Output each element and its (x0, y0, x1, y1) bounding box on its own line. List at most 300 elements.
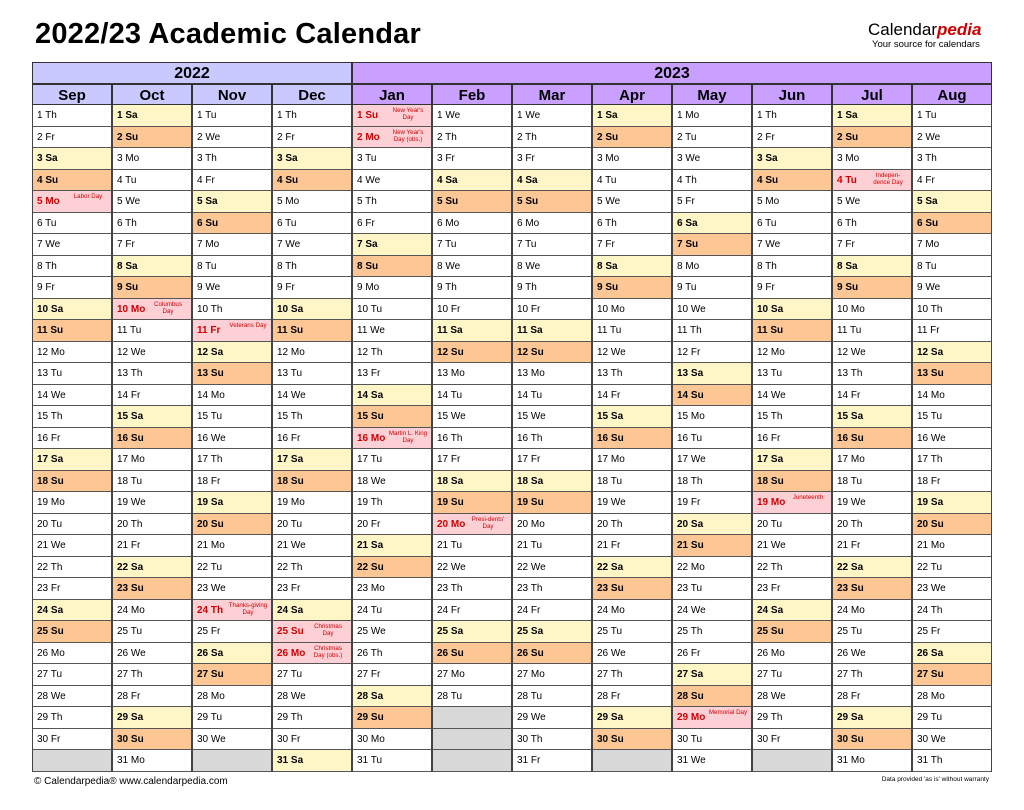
day-cell-apr-14: 14 Fr (592, 385, 672, 407)
day-cell-may-19: 19 Fr (672, 492, 752, 514)
day-cell-may-18: 18 Th (672, 471, 752, 493)
day-cell-mar-1: 1 We (512, 105, 592, 127)
day-cell-nov-17: 17 Th (192, 449, 272, 471)
day-cell-jul-21: 21 Fr (832, 535, 912, 557)
day-cell-may-4: 4 Th (672, 170, 752, 192)
day-cell-jun-7: 7 We (752, 234, 832, 256)
day-cell-nov-24: 24 Th Thanks-giving Day (192, 600, 272, 622)
day-cell-may-21: 21 Su (672, 535, 752, 557)
day-cell-aug-23: 23 We (912, 578, 992, 600)
day-cell-oct-18: 18 Tu (112, 471, 192, 493)
day-cell-may-5: 5 Fr (672, 191, 752, 213)
day-cell-sep-28: 28 We (32, 686, 112, 708)
day-cell-nov-9: 9 We (192, 277, 272, 299)
day-cell-jun-26: 26 Mo (752, 643, 832, 665)
day-cell-sep-27: 27 Tu (32, 664, 112, 686)
day-cell-apr-17: 17 Mo (592, 449, 672, 471)
day-cell-sep-22: 22 Th (32, 557, 112, 579)
day-cell-sep-14: 14 We (32, 385, 112, 407)
day-cell-sep-6: 6 Tu (32, 213, 112, 235)
day-cell-may-8: 8 Mo (672, 256, 752, 278)
day-cell-oct-22: 22 Sa (112, 557, 192, 579)
day-cell-sep-21: 21 We (32, 535, 112, 557)
day-cell-jun-19: 19 Mo Juneteenth (752, 492, 832, 514)
day-cell-feb-16: 16 Th (432, 428, 512, 450)
day-cell-mar-4: 4 Sa (512, 170, 592, 192)
day-cell-jul-2: 2 Su (832, 127, 912, 149)
day-cell-jan-20: 20 Fr (352, 514, 432, 536)
holiday-label: New Year's Day (392, 107, 424, 121)
day-cell-dec-23: 23 Fr (272, 578, 352, 600)
day-cell-mar-23: 23 Th (512, 578, 592, 600)
day-cell-sep-26: 26 Mo (32, 643, 112, 665)
footer-copyright: © Calendarpedia® www.calendarpedia.com (34, 776, 228, 787)
day-cell-nov-12: 12 Sa (192, 342, 272, 364)
day-cell-mar-5: 5 Su (512, 191, 592, 213)
empty-cell (752, 750, 832, 772)
day-cell-nov-18: 18 Fr (192, 471, 272, 493)
day-cell-dec-11: 11 Su (272, 320, 352, 342)
day-cell-aug-15: 15 Tu (912, 406, 992, 428)
day-cell-apr-15: 15 Sa (592, 406, 672, 428)
day-cell-jul-24: 24 Mo (832, 600, 912, 622)
day-cell-aug-4: 4 Fr (912, 170, 992, 192)
footer-disclaimer: Data provided 'as is' without warranty (881, 776, 989, 783)
day-cell-jun-11: 11 Su (752, 320, 832, 342)
day-cell-mar-10: 10 Fr (512, 299, 592, 321)
day-cell-mar-24: 24 Fr (512, 600, 592, 622)
day-cell-jun-4: 4 Su (752, 170, 832, 192)
day-cell-feb-25: 25 Sa (432, 621, 512, 643)
day-cell-dec-5: 5 Mo (272, 191, 352, 213)
day-cell-apr-25: 25 Tu (592, 621, 672, 643)
day-cell-oct-8: 8 Sa (112, 256, 192, 278)
day-cell-nov-2: 2 We (192, 127, 272, 149)
day-cell-jan-11: 11 We (352, 320, 432, 342)
day-cell-jun-28: 28 We (752, 686, 832, 708)
day-cell-may-2: 2 Tu (672, 127, 752, 149)
day-cell-apr-26: 26 We (592, 643, 672, 665)
day-cell-jul-3: 3 Mo (832, 148, 912, 170)
day-cell-aug-2: 2 We (912, 127, 992, 149)
day-cell-mar-11: 11 Sa (512, 320, 592, 342)
year-header-2022: 2022 (32, 62, 352, 84)
day-cell-may-1: 1 Mo (672, 105, 752, 127)
day-cell-jul-10: 10 Mo (832, 299, 912, 321)
day-cell-aug-19: 19 Sa (912, 492, 992, 514)
month-header-mar: Mar (512, 84, 592, 105)
day-cell-aug-7: 7 Mo (912, 234, 992, 256)
day-cell-dec-1: 1 Th (272, 105, 352, 127)
day-cell-may-28: 28 Su (672, 686, 752, 708)
day-cell-feb-11: 11 Sa (432, 320, 512, 342)
day-cell-feb-21: 21 Tu (432, 535, 512, 557)
day-cell-jul-25: 25 Tu (832, 621, 912, 643)
day-cell-apr-3: 3 Mo (592, 148, 672, 170)
day-cell-sep-30: 30 Fr (32, 729, 112, 751)
day-cell-aug-13: 13 Su (912, 363, 992, 385)
day-cell-mar-28: 28 Tu (512, 686, 592, 708)
day-cell-jun-18: 18 Su (752, 471, 832, 493)
day-cell-jan-27: 27 Fr (352, 664, 432, 686)
day-cell-aug-16: 16 We (912, 428, 992, 450)
day-cell-sep-20: 20 Tu (32, 514, 112, 536)
day-cell-jan-22: 22 Su (352, 557, 432, 579)
empty-cell (32, 750, 112, 772)
day-cell-jan-9: 9 Mo (352, 277, 432, 299)
day-cell-jun-2: 2 Fr (752, 127, 832, 149)
day-cell-jan-1: 1 Su New Year's Day (352, 105, 432, 127)
day-cell-sep-19: 19 Mo (32, 492, 112, 514)
day-cell-aug-29: 29 Tu (912, 707, 992, 729)
day-cell-jul-16: 16 Su (832, 428, 912, 450)
day-cell-jan-13: 13 Fr (352, 363, 432, 385)
day-cell-mar-3: 3 Fr (512, 148, 592, 170)
day-cell-may-30: 30 Tu (672, 729, 752, 751)
day-cell-dec-25: 25 Su Christmas Day (272, 621, 352, 643)
day-cell-jan-4: 4 We (352, 170, 432, 192)
day-cell-nov-20: 20 Su (192, 514, 272, 536)
day-cell-jul-28: 28 Fr (832, 686, 912, 708)
day-cell-jan-30: 30 Mo (352, 729, 432, 751)
day-cell-dec-30: 30 Fr (272, 729, 352, 751)
empty-cell (592, 750, 672, 772)
day-cell-jul-27: 27 Th (832, 664, 912, 686)
day-cell-jun-23: 23 Fr (752, 578, 832, 600)
day-cell-sep-5: 5 Mo Labor Day (32, 191, 112, 213)
day-cell-apr-30: 30 Su (592, 729, 672, 751)
day-cell-mar-12: 12 Su (512, 342, 592, 364)
day-cell-jan-7: 7 Sa (352, 234, 432, 256)
day-cell-aug-30: 30 We (912, 729, 992, 751)
day-cell-feb-10: 10 Fr (432, 299, 512, 321)
day-cell-mar-7: 7 Tu (512, 234, 592, 256)
day-cell-oct-4: 4 Tu (112, 170, 192, 192)
day-cell-may-22: 22 Mo (672, 557, 752, 579)
day-cell-jul-14: 14 Fr (832, 385, 912, 407)
day-cell-oct-13: 13 Th (112, 363, 192, 385)
day-cell-feb-18: 18 Sa (432, 471, 512, 493)
day-cell-dec-19: 19 Mo (272, 492, 352, 514)
day-cell-oct-3: 3 Mo (112, 148, 192, 170)
day-cell-jan-19: 19 Th (352, 492, 432, 514)
day-cell-dec-20: 20 Tu (272, 514, 352, 536)
month-header-jan: Jan (352, 84, 432, 105)
day-cell-dec-4: 4 Su (272, 170, 352, 192)
day-cell-nov-22: 22 Tu (192, 557, 272, 579)
day-cell-mar-6: 6 Mo (512, 213, 592, 235)
brand-name-plain: Calendar (868, 20, 937, 39)
day-cell-nov-27: 27 Su (192, 664, 272, 686)
day-cell-nov-16: 16 We (192, 428, 272, 450)
day-cell-apr-4: 4 Tu (592, 170, 672, 192)
day-cell-oct-12: 12 We (112, 342, 192, 364)
day-cell-sep-23: 23 Fr (32, 578, 112, 600)
day-cell-sep-25: 25 Su (32, 621, 112, 643)
day-cell-feb-23: 23 Th (432, 578, 512, 600)
day-cell-jul-12: 12 We (832, 342, 912, 364)
day-cell-feb-1: 1 We (432, 105, 512, 127)
day-cell-dec-13: 13 Tu (272, 363, 352, 385)
holiday-label: Veterans Day (229, 322, 267, 329)
day-cell-jun-3: 3 Sa (752, 148, 832, 170)
day-cell-apr-10: 10 Mo (592, 299, 672, 321)
day-cell-jul-23: 23 Su (832, 578, 912, 600)
day-cell-oct-23: 23 Su (112, 578, 192, 600)
day-cell-jun-9: 9 Fr (752, 277, 832, 299)
day-cell-nov-23: 23 We (192, 578, 272, 600)
day-cell-feb-12: 12 Su (432, 342, 512, 364)
day-cell-feb-19: 19 Su (432, 492, 512, 514)
day-cell-may-23: 23 Tu (672, 578, 752, 600)
day-cell-oct-11: 11 Tu (112, 320, 192, 342)
holiday-label: Presi-dents' Day (471, 515, 505, 530)
day-cell-may-10: 10 We (672, 299, 752, 321)
day-cell-jul-5: 5 We (832, 191, 912, 213)
day-cell-nov-28: 28 Mo (192, 686, 272, 708)
day-cell-dec-12: 12 Mo (272, 342, 352, 364)
day-cell-oct-10: 10 Mo Columbus Day (112, 299, 192, 321)
day-cell-aug-24: 24 Th (912, 600, 992, 622)
day-cell-may-27: 27 Sa (672, 664, 752, 686)
day-cell-jul-18: 18 Tu (832, 471, 912, 493)
day-cell-dec-16: 16 Fr (272, 428, 352, 450)
day-cell-apr-7: 7 Fr (592, 234, 672, 256)
day-cell-mar-17: 17 Fr (512, 449, 592, 471)
day-cell-jan-23: 23 Mo (352, 578, 432, 600)
day-cell-feb-3: 3 Fr (432, 148, 512, 170)
day-cell-apr-1: 1 Sa (592, 105, 672, 127)
day-cell-mar-15: 15 We (512, 406, 592, 428)
holiday-label: Martin L. King Day (388, 429, 428, 444)
day-cell-nov-26: 26 Sa (192, 643, 272, 665)
day-cell-sep-8: 8 Th (32, 256, 112, 278)
day-cell-dec-8: 8 Th (272, 256, 352, 278)
day-cell-aug-25: 25 Fr (912, 621, 992, 643)
day-cell-dec-15: 15 Th (272, 406, 352, 428)
day-cell-may-11: 11 Th (672, 320, 752, 342)
day-cell-apr-18: 18 Tu (592, 471, 672, 493)
day-cell-feb-14: 14 Tu (432, 385, 512, 407)
day-cell-jan-17: 17 Tu (352, 449, 432, 471)
day-cell-nov-8: 8 Tu (192, 256, 272, 278)
calendar-grid (32, 62, 992, 773)
day-cell-dec-14: 14 We (272, 385, 352, 407)
day-cell-may-3: 3 We (672, 148, 752, 170)
day-cell-sep-11: 11 Su (32, 320, 112, 342)
day-cell-aug-11: 11 Fr (912, 320, 992, 342)
day-cell-oct-14: 14 Fr (112, 385, 192, 407)
day-cell-sep-9: 9 Fr (32, 277, 112, 299)
day-cell-may-26: 26 Fr (672, 643, 752, 665)
day-cell-nov-4: 4 Fr (192, 170, 272, 192)
day-cell-jul-11: 11 Tu (832, 320, 912, 342)
day-cell-dec-22: 22 Th (272, 557, 352, 579)
day-cell-sep-24: 24 Sa (32, 600, 112, 622)
day-cell-may-14: 14 Su (672, 385, 752, 407)
day-cell-nov-10: 10 Th (192, 299, 272, 321)
day-cell-mar-20: 20 Mo (512, 514, 592, 536)
day-cell-jun-8: 8 Th (752, 256, 832, 278)
day-cell-mar-25: 25 Sa (512, 621, 592, 643)
day-cell-jun-14: 14 We (752, 385, 832, 407)
day-cell-apr-8: 8 Sa (592, 256, 672, 278)
day-cell-apr-13: 13 Th (592, 363, 672, 385)
holiday-label: Christmas Day (314, 623, 342, 637)
day-cell-mar-29: 29 We (512, 707, 592, 729)
day-cell-aug-20: 20 Su (912, 514, 992, 536)
day-cell-sep-7: 7 We (32, 234, 112, 256)
day-cell-jan-2: 2 Mo New Year's Day (obs.) (352, 127, 432, 149)
day-cell-sep-13: 13 Tu (32, 363, 112, 385)
day-cell-oct-30: 30 Su (112, 729, 192, 751)
day-cell-may-13: 13 Sa (672, 363, 752, 385)
month-header-jun: Jun (752, 84, 832, 105)
day-cell-jun-6: 6 Tu (752, 213, 832, 235)
day-cell-apr-21: 21 Fr (592, 535, 672, 557)
day-cell-dec-21: 21 We (272, 535, 352, 557)
day-cell-dec-10: 10 Sa (272, 299, 352, 321)
day-cell-sep-18: 18 Su (32, 471, 112, 493)
day-cell-may-17: 17 We (672, 449, 752, 471)
holiday-label: Christmas Day (obs.) (313, 644, 343, 659)
day-cell-oct-29: 29 Sa (112, 707, 192, 729)
day-cell-oct-28: 28 Fr (112, 686, 192, 708)
day-cell-aug-3: 3 Th (912, 148, 992, 170)
day-cell-jul-30: 30 Su (832, 729, 912, 751)
day-cell-jan-26: 26 Th (352, 643, 432, 665)
day-cell-mar-26: 26 Su (512, 643, 592, 665)
day-cell-apr-24: 24 Mo (592, 600, 672, 622)
day-cell-jul-20: 20 Th (832, 514, 912, 536)
day-cell-jan-29: 29 Su (352, 707, 432, 729)
day-cell-jun-5: 5 Mo (752, 191, 832, 213)
day-cell-jun-21: 21 We (752, 535, 832, 557)
day-cell-jun-13: 13 Tu (752, 363, 832, 385)
day-cell-aug-1: 1 Tu (912, 105, 992, 127)
day-cell-apr-16: 16 Su (592, 428, 672, 450)
day-cell-apr-6: 6 Th (592, 213, 672, 235)
day-cell-oct-25: 25 Tu (112, 621, 192, 643)
day-cell-oct-24: 24 Mo (112, 600, 192, 622)
day-cell-jan-8: 8 Su (352, 256, 432, 278)
day-cell-dec-28: 28 We (272, 686, 352, 708)
day-cell-dec-17: 17 Sa (272, 449, 352, 471)
day-cell-feb-8: 8 We (432, 256, 512, 278)
day-cell-mar-18: 18 Sa (512, 471, 592, 493)
day-cell-aug-17: 17 Th (912, 449, 992, 471)
day-cell-jan-25: 25 We (352, 621, 432, 643)
day-cell-feb-6: 6 Mo (432, 213, 512, 235)
day-cell-nov-21: 21 Mo (192, 535, 272, 557)
day-cell-nov-11: 11 Fr Veterans Day (192, 320, 272, 342)
day-cell-aug-22: 22 Tu (912, 557, 992, 579)
day-cell-jul-9: 9 Su (832, 277, 912, 299)
day-cell-mar-21: 21 Tu (512, 535, 592, 557)
day-cell-nov-3: 3 Th (192, 148, 272, 170)
day-cell-oct-17: 17 Mo (112, 449, 192, 471)
brand-logo[interactable] (868, 20, 981, 40)
day-cell-feb-5: 5 Su (432, 191, 512, 213)
month-header-dec: Dec (272, 84, 352, 105)
day-cell-feb-9: 9 Th (432, 277, 512, 299)
day-cell-mar-19: 19 Su (512, 492, 592, 514)
day-cell-feb-15: 15 We (432, 406, 512, 428)
day-cell-nov-15: 15 Tu (192, 406, 272, 428)
day-cell-jul-7: 7 Fr (832, 234, 912, 256)
day-cell-aug-9: 9 We (912, 277, 992, 299)
day-cell-jun-15: 15 Th (752, 406, 832, 428)
day-cell-jun-30: 30 Fr (752, 729, 832, 751)
day-cell-may-25: 25 Th (672, 621, 752, 643)
day-cell-jul-13: 13 Th (832, 363, 912, 385)
day-cell-aug-10: 10 Th (912, 299, 992, 321)
day-cell-jul-26: 26 We (832, 643, 912, 665)
day-cell-feb-7: 7 Tu (432, 234, 512, 256)
empty-cell (432, 729, 512, 751)
day-cell-jul-15: 15 Sa (832, 406, 912, 428)
day-cell-mar-2: 2 Th (512, 127, 592, 149)
day-cell-mar-27: 27 Mo (512, 664, 592, 686)
day-cell-dec-18: 18 Su (272, 471, 352, 493)
day-cell-sep-10: 10 Sa (32, 299, 112, 321)
brand-tagline: Your source for calendars (872, 39, 980, 50)
day-cell-apr-9: 9 Su (592, 277, 672, 299)
month-header-jul: Jul (832, 84, 912, 105)
day-cell-oct-20: 20 Th (112, 514, 192, 536)
empty-cell (192, 750, 272, 772)
day-cell-jan-14: 14 Sa (352, 385, 432, 407)
day-cell-apr-29: 29 Sa (592, 707, 672, 729)
day-cell-jan-28: 28 Sa (352, 686, 432, 708)
day-cell-oct-26: 26 We (112, 643, 192, 665)
page-title: 2022/23 Academic Calendar (35, 18, 421, 50)
day-cell-feb-13: 13 Mo (432, 363, 512, 385)
day-cell-feb-28: 28 Tu (432, 686, 512, 708)
day-cell-nov-14: 14 Mo (192, 385, 272, 407)
day-cell-mar-9: 9 Th (512, 277, 592, 299)
day-cell-nov-19: 19 Sa (192, 492, 272, 514)
day-cell-sep-16: 16 Fr (32, 428, 112, 450)
year-header-2023: 2023 (352, 62, 992, 84)
day-cell-mar-14: 14 Tu (512, 385, 592, 407)
holiday-label: Juneteenth (792, 494, 824, 501)
day-cell-aug-12: 12 Sa (912, 342, 992, 364)
day-cell-apr-2: 2 Su (592, 127, 672, 149)
day-cell-sep-12: 12 Mo (32, 342, 112, 364)
day-cell-oct-19: 19 We (112, 492, 192, 514)
day-cell-may-16: 16 Tu (672, 428, 752, 450)
day-cell-mar-22: 22 We (512, 557, 592, 579)
day-cell-nov-5: 5 Sa (192, 191, 272, 213)
day-cell-may-24: 24 We (672, 600, 752, 622)
day-cell-feb-24: 24 Fr (432, 600, 512, 622)
holiday-label: Indepen-dence Day (873, 171, 903, 186)
day-cell-apr-23: 23 Su (592, 578, 672, 600)
day-cell-feb-2: 2 Th (432, 127, 512, 149)
month-header-may: May (672, 84, 752, 105)
day-cell-sep-1: 1 Th (32, 105, 112, 127)
day-cell-dec-27: 27 Tu (272, 664, 352, 686)
day-cell-jul-17: 17 Mo (832, 449, 912, 471)
day-cell-feb-22: 22 We (432, 557, 512, 579)
day-cell-jul-29: 29 Sa (832, 707, 912, 729)
day-cell-apr-27: 27 Th (592, 664, 672, 686)
day-cell-oct-21: 21 Fr (112, 535, 192, 557)
day-cell-jan-6: 6 Fr (352, 213, 432, 235)
holiday-label: New Year's Day (obs.) (392, 128, 424, 143)
day-cell-jan-10: 10 Tu (352, 299, 432, 321)
